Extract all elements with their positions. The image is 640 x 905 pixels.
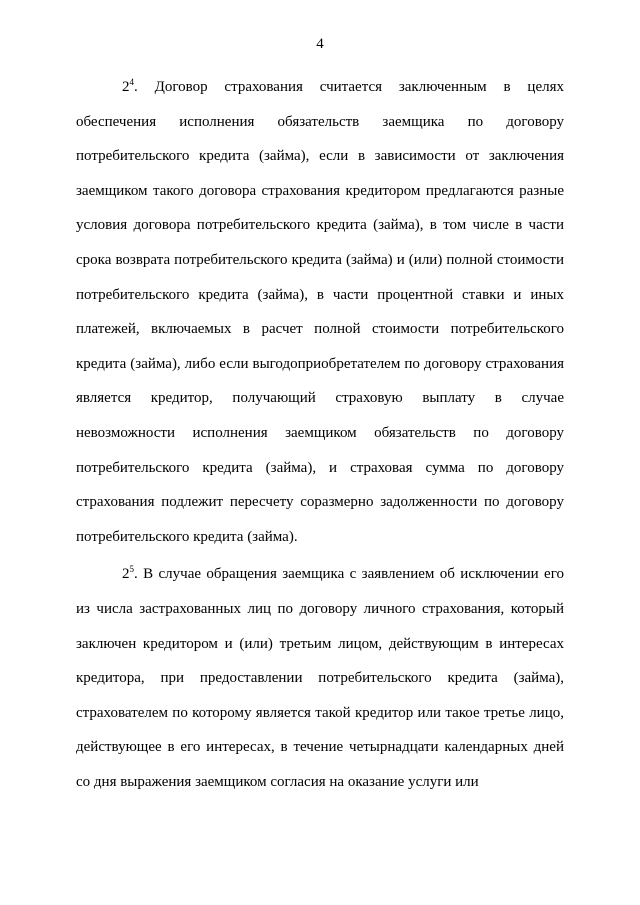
paragraph-number bbox=[122, 566, 134, 582]
paragraph-text: . В случае обращения заемщика с заявлением об исключении его из числа застрахованных лиц по договору личного страхования, который заключен кредитором и (или) третьим лицом, действующим в интересах кредитора, при предоставлении потребительского кредита (займа), страхователем по которому является такой кредитор или такое третье лицо, действующее в его интересах, в течение четырнадцати календарных дней со дня выражения заемщиком согласия на оказание услуги или bbox=[76, 566, 564, 790]
paragraph-2-4 bbox=[76, 70, 564, 554]
paragraph-number-superscript: 5 bbox=[129, 564, 134, 575]
paragraph-text: . Договор страхования считается заключенным в целях обеспечения исполнения обязательств заемщика по договору потребительского кредита (займа), если в зависимости от заключения заемщиком такого договора страхования кредитором предлагаются разные условия договора потребительского кредита (займа), в том числе в части срока возврата потребительского кредита (займа) и (или) полной стоимости потребительского кредита (займа), в части процентной ставки и иных платежей, включаемых в расчет полной стоимости потребительского кредита (займа), либо если выгодоприобретателем по договору страхования является кредитор, получающий страховую выплату в случае невозможности исполнения заемщиком обязательств по договору потребительского кредита (займа), и страховая сумма по договору страхования подлежит пересчету соразмерно задолженности по договору потребительского кредита (займа). bbox=[76, 79, 564, 545]
paragraph-number-superscript: 4 bbox=[129, 77, 134, 87]
paragraph-number-base: 2 bbox=[122, 79, 130, 95]
document-body bbox=[76, 70, 564, 799]
paragraph-2-5 bbox=[76, 557, 564, 799]
page-number: 4 bbox=[316, 36, 324, 52]
paragraph-number-base: 2 bbox=[122, 566, 130, 583]
paragraph-number bbox=[122, 79, 134, 95]
